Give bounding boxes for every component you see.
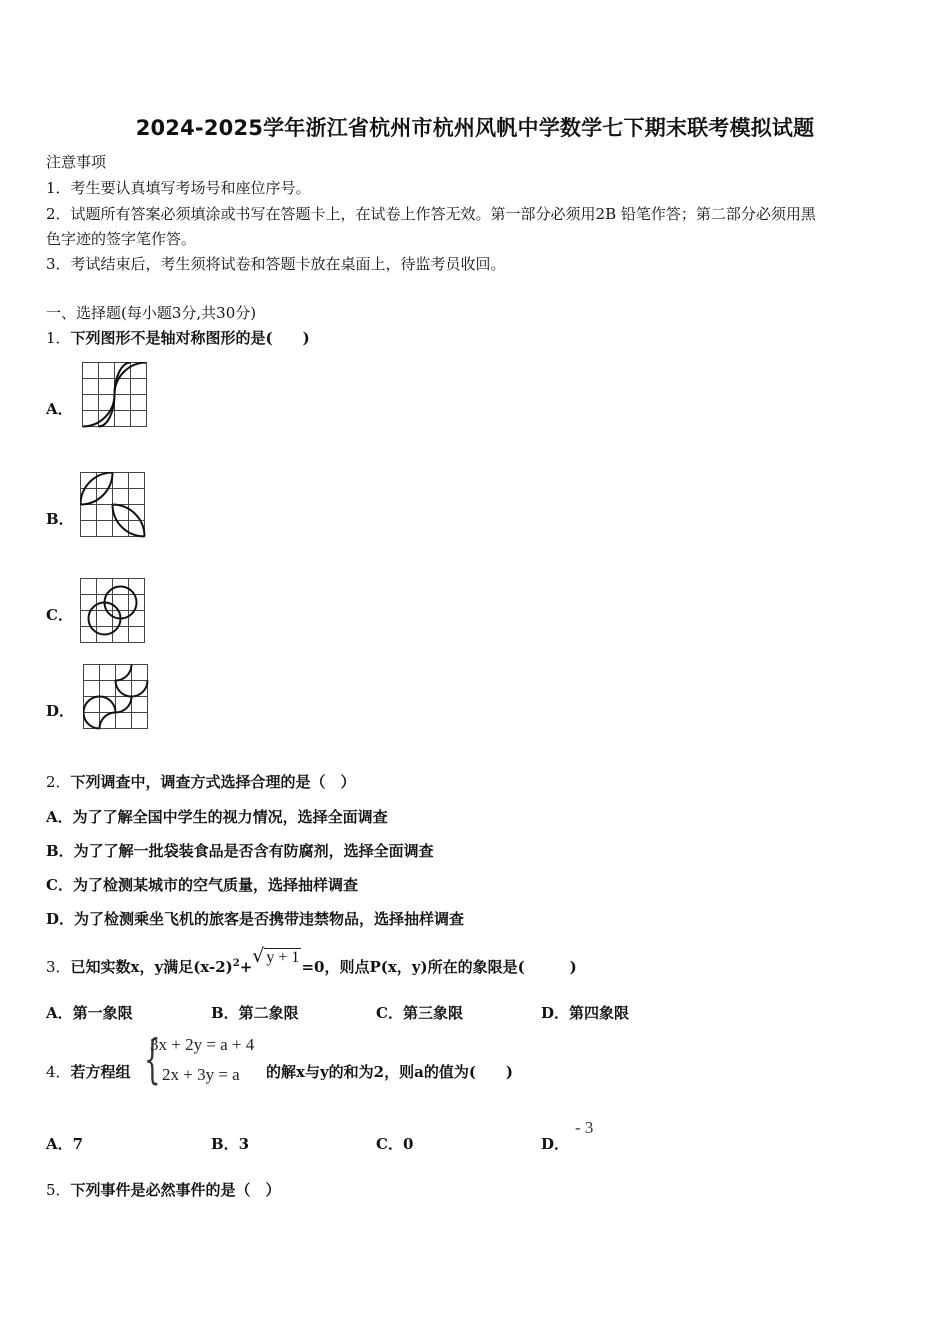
sqrt-expression bbox=[252, 945, 301, 977]
notice-item: 色字迹的签字笔作答。 bbox=[46, 230, 197, 248]
question-4-lead bbox=[46, 1061, 131, 1082]
q4-option-c: C．0 bbox=[376, 1135, 414, 1153]
question-2 bbox=[46, 771, 356, 792]
radical-sign-icon: √ bbox=[252, 945, 265, 967]
question-number: 2． bbox=[46, 773, 71, 791]
q2-option-a: A．为了了解全国中学生的视力情况，选择全面调查 bbox=[46, 808, 388, 826]
question-text: 下列图形不是轴对称图形的是( ) bbox=[70, 329, 310, 347]
question-5 bbox=[46, 1179, 281, 1200]
equation-1: 3x + 2y = a + 4 bbox=[150, 1035, 255, 1054]
q4-option-d-value: - 3 bbox=[575, 1118, 594, 1137]
question-3 bbox=[46, 945, 577, 977]
radicand: y + 1 bbox=[266, 949, 300, 966]
q4-option-b: B．3 bbox=[211, 1135, 250, 1153]
q4-option-a: A．7 bbox=[46, 1135, 84, 1153]
q1-option-b-label: B． bbox=[46, 510, 74, 528]
notice-item: 2．试题所有答案必须填涂或书写在答题卡上，在试卷上作答无效。第一部分必须用2B 铅笔作答；第二部分必须用黑 bbox=[46, 205, 816, 223]
q1-option-a-label: A． bbox=[46, 400, 73, 418]
plus-sign: + bbox=[239, 958, 253, 976]
q1-option-d-label: D． bbox=[46, 702, 75, 720]
q3-option-a: A．第一象限 bbox=[46, 1004, 133, 1022]
q1-option-c-figure bbox=[80, 578, 146, 644]
equation-system bbox=[144, 1030, 264, 1092]
q1-option-a-figure bbox=[82, 362, 148, 428]
page-title: 2024-2025学年浙江省杭州市杭州风帆中学数学七下期末联考模拟试题 bbox=[135, 116, 815, 140]
notice-heading: 注意事项 bbox=[46, 153, 107, 171]
brace-icon: { bbox=[144, 1030, 161, 1090]
question-number: 5． bbox=[46, 1181, 71, 1199]
q3-option-c: C．第三象限 bbox=[376, 1004, 463, 1022]
q4-option-d: D． bbox=[541, 1135, 570, 1153]
question-text-before: 若方程组 bbox=[70, 1063, 131, 1081]
q3-option-d: D．第四象限 bbox=[541, 1004, 630, 1022]
q1-option-b-figure bbox=[80, 472, 146, 538]
question-text-after: =0，则点P(x，y)所在的象限是( ) bbox=[301, 958, 577, 976]
question-1 bbox=[46, 327, 310, 348]
q2-option-b: B．为了了解一批袋装食品是否含有防腐剂，选择全面调查 bbox=[46, 842, 434, 860]
notice-item: 3．考试结束后，考生须将试卷和答题卡放在桌面上，待监考员收回。 bbox=[46, 255, 506, 273]
exponent: 2 bbox=[232, 958, 240, 969]
question-text: 下列事件是必然事件的是（ ） bbox=[70, 1181, 281, 1199]
q2-option-c: C．为了检测某城市的空气质量，选择抽样调查 bbox=[46, 876, 358, 894]
q1-option-c-label: C． bbox=[46, 606, 73, 624]
q1-option-d-figure bbox=[83, 664, 149, 730]
equation-2: 2x + 3y = a bbox=[162, 1065, 240, 1084]
question-text-after: 的解x与y的和为2，则a的值为( ) bbox=[266, 1063, 514, 1081]
q3-option-b: B．第二象限 bbox=[211, 1004, 299, 1022]
question-text: 下列调查中，调查方式选择合理的是（ ） bbox=[70, 773, 356, 791]
question-number: 4． bbox=[46, 1063, 71, 1081]
question-number: 1． bbox=[46, 329, 71, 347]
notice-item: 1．考生要认真填写考场号和座位序号。 bbox=[46, 179, 311, 197]
question-text-before: 已知实数x，y满足(x-2) bbox=[70, 958, 233, 976]
q2-option-d: D．为了检测乘坐飞机的旅客是否携带违禁物品，选择抽样调查 bbox=[46, 910, 465, 928]
question-number: 3． bbox=[46, 958, 71, 976]
section-heading: 一、选择题(每小题3分,共30分) bbox=[46, 304, 257, 322]
